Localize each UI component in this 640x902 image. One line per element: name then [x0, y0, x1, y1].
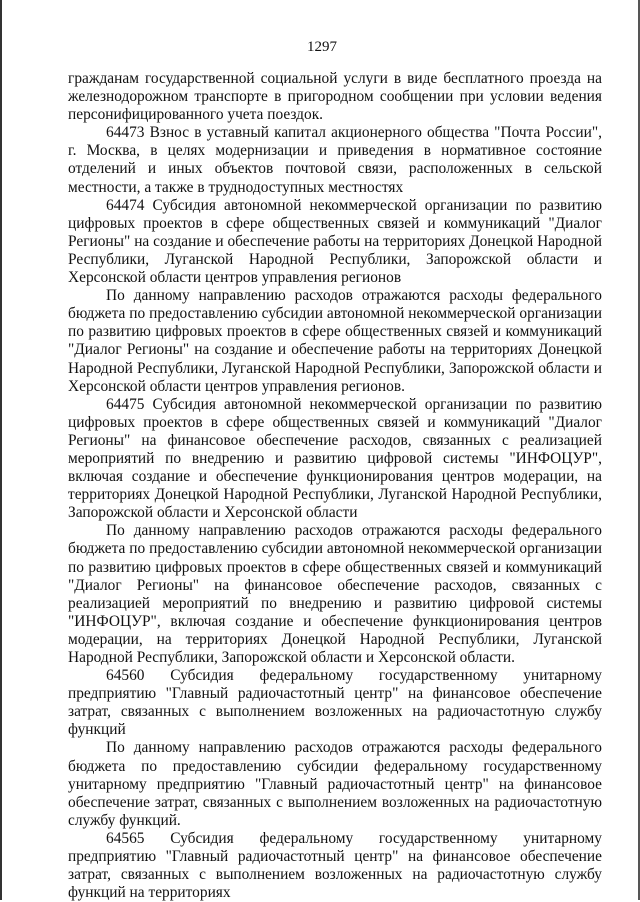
document-body — [68, 70, 602, 902]
page-number: 1297 — [307, 39, 337, 55]
paragraph-64474-description: По данному направлению расходов отражаются расходы федерального бюджета по предоставлению субсидии автономной некоммерческой организации по развитию цифровых проектов в сфере общественных связей и коммуникаций "Диалог Регионы" на создание и обеспечение работы на территориях Донецкой Народной Республики, Луганской Народной Республики, Запорожской области и Херсонской области центров управления регионов. — [68, 287, 602, 395]
paragraph-64560-description: По данному направлению расходов отражаются расходы федерального бюджета по предоставлению субсидии федеральному государственному унитарному предприятию "Главный радиочастотный центр" на финансовое обеспечение затрат, связанных с выполнением возложенных на радиочастотную службу функций. — [68, 739, 602, 829]
paragraph-64560: 64560 Субсидия федеральному государственному унитарному предприятию "Главный радиочастотный центр" на финансовое обеспечение затрат, связанных с выполнением возложенных на радиочастотную службу функций — [68, 667, 602, 739]
paragraph-64565: 64565 Субсидия федеральному государственному унитарному предприятию "Главный радиочастотный центр" на финансовое обеспечение затрат, связанных с выполнением возложенных на радиочастотную службу функций на территориях — [68, 829, 602, 902]
paragraph-64473: 64473 Взнос в уставный капитал акционерного общества "Почта России", г. Москва, в целях модернизации и приведения в нормативное состояние отделений и иных объектов почтовой связи, расположенных в сельской местности, а также в труднодоступных местностях — [68, 124, 602, 196]
paragraph-64474: 64474 Субсидия автономной некоммерческой организации по развитию цифровых проектов в сфере общественных связей и коммуникаций "Диалог Регионы" на создание и обеспечение работы на территориях Донецкой Народной Республики, Луганской Народной Республики, Запорожской области и Херсонской области центров управления регионов — [68, 196, 602, 287]
paragraph-continuation: гражданам государственной социальной услуги в виде бесплатного проезда на железнодорожном транспорте в пригородном сообщении при условии ведения персонифицированного учета поездок. — [68, 70, 602, 124]
paragraph-64475: 64475 Субсидия автономной некоммерческой организации по развитию цифровых проектов в сфере общественных связей и коммуникаций "Диалог Регионы" на финансовое обеспечение расходов, связанных с реализацией мероприятий по внедрению и развитию цифровой системы "ИНФОЦУР", включая создание и обеспечение функционирования центров модерации, на территориях Донецкой Народной Республики, Луганской Народной Республики, Запорожской области и Херсонской области — [68, 395, 602, 522]
paragraph-64475-description: По данному направлению расходов отражаются расходы федерального бюджета по предоставлению субсидии автономной некоммерческой организации по развитию цифровых проектов в сфере общественных связей и коммуникаций "Диалог Регионы" на финансовое обеспечение расходов, связанных с реализацией мероприятий по внедрению и развитию цифровой системы "ИНФОЦУР", включая создание и обеспечение функционирования центров модерации, на территориях Донецкой Народной Республики, Луганской Народной Республики, Запорожской области и Херсонской области. — [68, 522, 602, 666]
